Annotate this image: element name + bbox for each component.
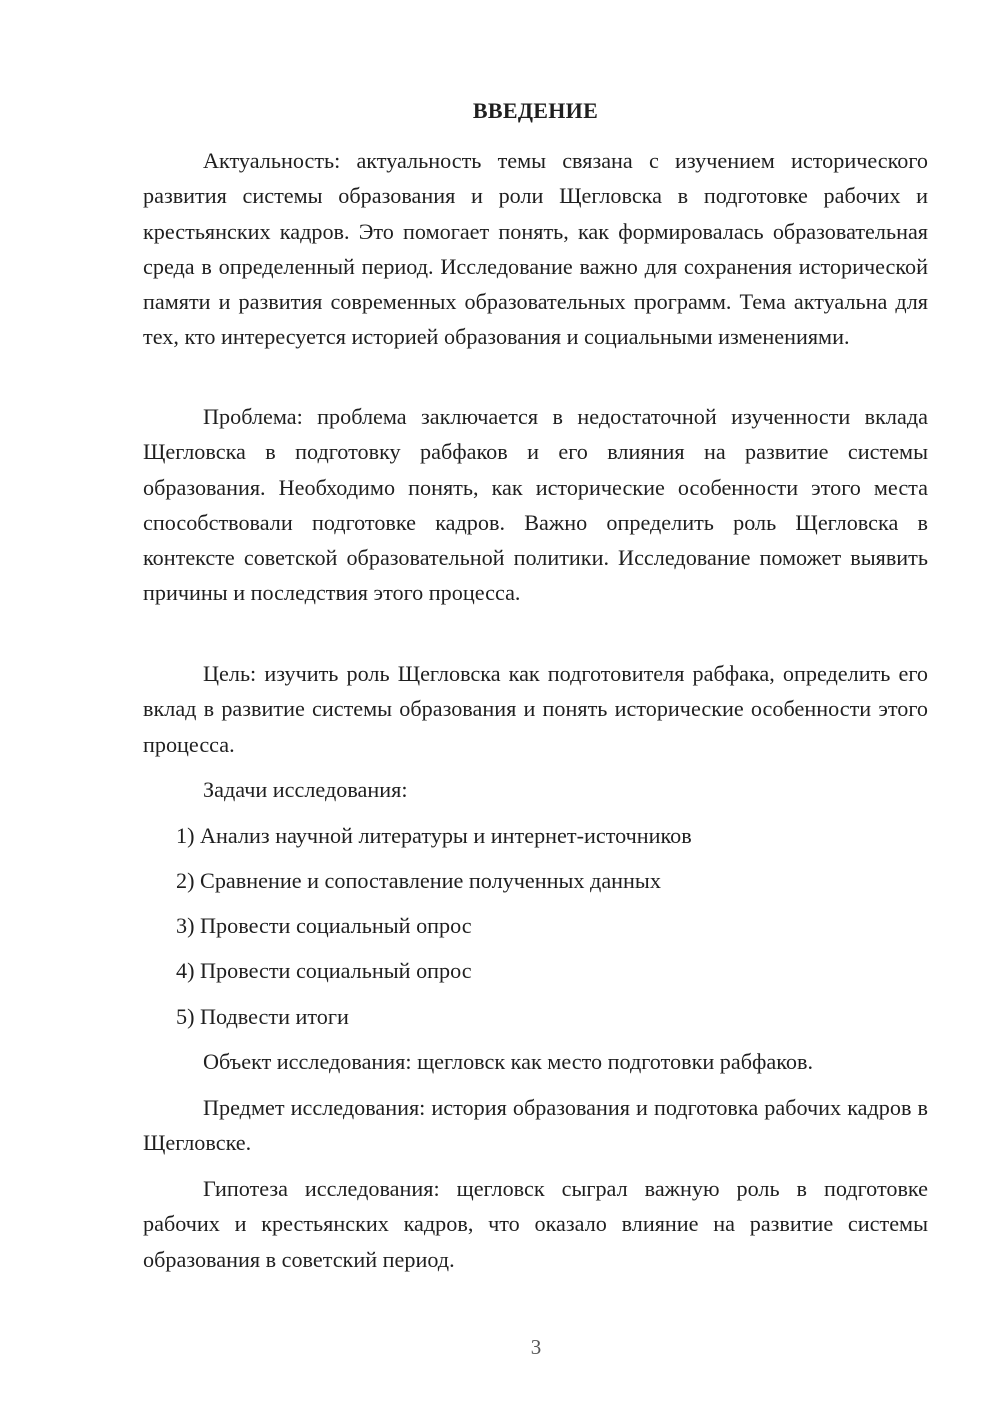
hypothesis-paragraph: Гипотеза исследования: щегловск сыграл важную роль в подготовке рабочих и крестьянских кадров, что оказало влияние на развитие системы образования в советский период. xyxy=(143,1176,928,1272)
relevance-paragraph: Актуальность: актуальность темы связана с изучением исторического развития системы образования и роли Щегловска в подготовке рабочих и крестьянских кадров. Это помогает понять, как формировалась образовательная среда в определенный период. Исследование важно для сохранения исторической памяти и развития современных образовательных программ. Тема актуальна для тех, кто интересуется историей образования и социальными изменениями. xyxy=(143,148,928,350)
task-item-2: 2) Сравнение и сопоставление полученных данных xyxy=(176,868,661,893)
object-paragraph: Объект исследования: щегловск как место подготовки рабфаков. xyxy=(203,1049,813,1074)
task-item-4: 4) Провести социальный опрос xyxy=(176,958,472,983)
goal-paragraph: Цель: изучить роль Щегловска как подготовителя рабфака, определить его вклад в развитие системы образования и понять исторические особенности этого процесса. xyxy=(143,661,928,757)
task-item-1: 1) Анализ научной литературы и интернет-источников xyxy=(176,823,692,848)
task-item-3: 3) Провести социальный опрос xyxy=(176,913,472,938)
page-title: ВВЕДЕНИЕ xyxy=(472,98,599,123)
task-item-5: 5) Подвести итоги xyxy=(176,1004,349,1029)
tasks-heading: Задачи исследования: xyxy=(203,777,408,802)
page-number: 3 xyxy=(530,1335,542,1359)
subject-paragraph: Предмет исследования: история образования и подготовка рабочих кадров в Щегловске. xyxy=(143,1095,928,1156)
problem-paragraph: Проблема: проблема заключается в недостаточной изученности вклада Щегловска в подготовку рабфаков и его влияния на развитие системы образования. Необходимо понять, как исторические особенности этого места способствовали подготовке кадров. Важно определить роль Щегловска в контексте советской образовательной политики. Исследование поможет выявить причины и последствия этого процесса. xyxy=(143,404,928,606)
